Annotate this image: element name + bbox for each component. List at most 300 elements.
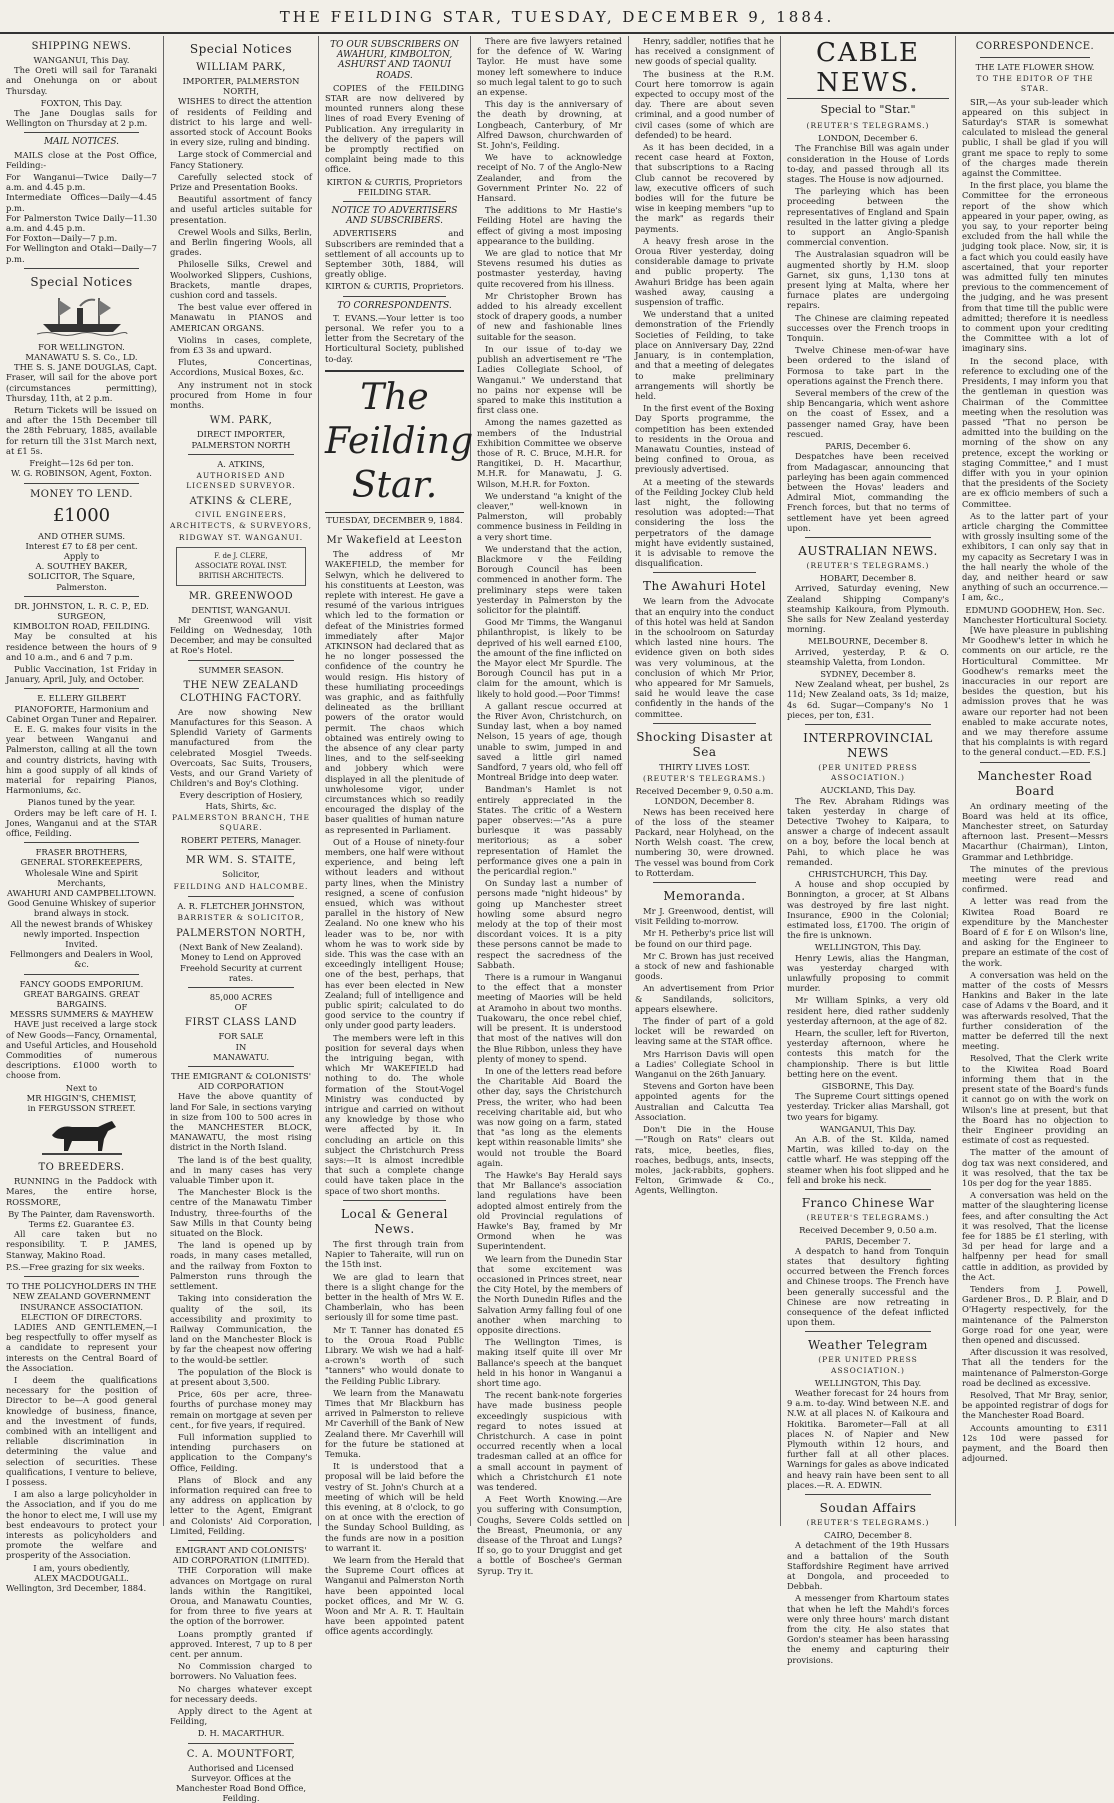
ad-text: Philoselle Silks, Crewel and Woolworked Slippers, Cushions, Brackets, mantle drapes, cushion cord and tassels. xyxy=(170,259,312,301)
disaster-heading: Shocking Disaster at Sea xyxy=(636,729,773,759)
barrister-name: A. R. FLETCHER JOHNSTON, xyxy=(177,900,305,911)
dateline: WELLINGTON, This Day. xyxy=(814,1377,922,1388)
agency-line: (PER UNITED PRESS ASSOCIATION.) xyxy=(818,762,918,783)
ad-text: The Manchester Block is the centre of the Manawatu Timber Industry, three-fourths of the Saw Mills in that County being situated on the Block. xyxy=(170,1187,312,1239)
land-heading: FIRST CLASS LAND xyxy=(185,1017,297,1029)
dateline: PARIS, December 7. xyxy=(825,1235,911,1246)
news-item: We have to acknowledge receipt of No. 7 of the Anglo-New Zealander, and from the Government Printer No. 22 of Hansard. xyxy=(477,152,622,204)
news-item: Good Mr Timms, the Wanganui philanthropist, is likely to be deprived of his well earned £100, the amount of the fine inflicted on the Mayor elect Mr Spurdle. The Borough Council has put in a claim for the amount, which is likely to hold good.—Poor Timms! xyxy=(477,617,622,699)
news-item: We understand that the action, Blackmore v the Feilding Borough Council has been commenced in another form. The preliminary steps were taken yesterday in Palmerston by the solicitor for the plaintiff. xyxy=(477,543,622,615)
corporation-name: EMIGRANT AND COLONISTS' AID CORPORATION (LIMITED). xyxy=(172,1544,310,1566)
article-text: After discussion it was resolved, That all the tenders for the maintenance of Palmerston-Gorge road be declined as excessive. xyxy=(962,1347,1108,1388)
news-item: We are glad to notice that Mr Stevens resumed his duties as postmaster yesterday, having quite recovered from his illness. xyxy=(477,248,622,289)
ad-text: Orders may be left care of H. I. Jones, Wanganui and at the STAR office, Feilding. xyxy=(6,807,157,838)
ad-text: Large stock of Commercial and Fancy Stationery. xyxy=(170,149,312,170)
article-text: A conversation was held on the matter of the slaughtering license fees, and after consulting the Act it was resolved, That the license fee for 1885 be £1 sterling, with 3d per head for large and a halfpenny per head for small cattle in addition, as provided by the Act. xyxy=(962,1190,1108,1282)
firm-name: FRASER BROTHERS, xyxy=(35,847,128,858)
ad-text: RUNNING in the Paddock with Mares, the entire horse, ROSSMORE, xyxy=(6,1176,157,1207)
ad-text: Have the above quantity of land For Sale, in sections varying in size from 100 to 500 acres in the MANCHESTER BLOCK, MANAWATU, the most rising district in the North Island. xyxy=(170,1091,312,1153)
article-text: The address of Mr WAKEFIELD, the member for Selwyn, which he delivered to his constituents at Leeston, was replete with interest. He gave a resumé of the various intrigues which led to the formation or defeat of the Ministries formed immediately after Major ATKINSON had declared that as he no longer possessed the confidence of the country he would resign. His history of these humiliating proceedings was graphic, and as faithfully delineated as the brilliant powers of the orator would permit. The chaos which obtained was entirely owing to the absence of any clear party lines, and to the self-seeking and jobbery which were displayed in all the plenitude of unwholesome vigor, under circumstances which so readily encouraged the display of the baser qualities of human nature as represented in Parliament. xyxy=(325,549,464,835)
local-news-heading: Local & General News. xyxy=(341,1206,448,1236)
agency-line: (REUTER'S TELEGRAMS.) xyxy=(806,1517,930,1527)
corporation-name: THE EMIGRANT & COLONISTS' AID CORPORATION xyxy=(170,1071,312,1092)
letter-text: In the second place, with reference to excluding one of the Presidents, I may inform you that the gentleman in question was Chairman of the Committee meeting when the resolution was passed "That no person be admitted into the building on the morning of the show on any pretence, except the working or staging Committee," and I must differ with you in your opinion that the presidents of the Society are ex officio members of such a Committee. xyxy=(962,355,1108,509)
letter-text: I deem the qualifications necessary for the position of Director to be—A good general knowledge of business, finance, and the investment of funds, combined with an intelligent and reliable discrimination in determining the value and selection of securities. These qualifications, I venture to believe, I possess. xyxy=(6,1374,157,1487)
issue-date: TUESDAY, DECEMBER 9, 1884. xyxy=(326,514,463,525)
rule xyxy=(24,596,139,597)
dateline: CHRISTCHURCH, This Day. xyxy=(808,869,928,879)
dateline: CAIRO, December 8. xyxy=(823,1530,912,1541)
letter-date: Wellington, 3rd December, 1884. xyxy=(6,1582,147,1593)
ad-text: The best value ever offered in Manawatu in PIANOS and AMERICAN ORGANS. xyxy=(170,302,312,333)
article-text: The matter of the amount of dog tax was next considered, and it was resolved, that the tax be 10s per dog for the year 1885. xyxy=(962,1147,1108,1188)
ad-text: The population of the Block is at present about 3,500. xyxy=(170,1366,312,1387)
letter-text: I am also a large policyholder in the Association, and if you do me the honor to elect me, I will use my best endeavours to protect your interests as policyholders and promote the welfare and prosperity of the Association. xyxy=(6,1489,157,1561)
surveyor-name: C. A. MOUNTFORT, xyxy=(186,1748,296,1760)
rule xyxy=(980,762,1090,763)
mail-line: For Wellington and Otaki—Daily—7 p.m. xyxy=(6,243,157,264)
news-item: We learn from the Dunedin Star that some excitement was occasioned in Princes street, near the City Hotel, by the members of the North Dunedin Rifles and the Salvation Army falling foul of one another when marching to opposite directions. xyxy=(477,1253,622,1335)
ad-text: SOLICITOR, The Square, Palmerston. xyxy=(28,571,135,592)
acres-amount: 85,000 ACRES xyxy=(209,992,273,1003)
article-text: Tenders from J. Powell, Gardener Bros., D. P. Blair, and D O'Hagerty respectively, for the maintenance of the Palmerston Gorge road for one year, were then opened and discussed. xyxy=(962,1283,1108,1345)
manager-name: ROBERT PETERS, Manager. xyxy=(180,835,302,846)
ad-text: Mr Greenwood will visit Feilding on Wednesday, 10th December, and may be consulted at Roe's Hotel. xyxy=(170,614,312,656)
soudan-heading: Soudan Affairs xyxy=(819,1500,917,1515)
rule xyxy=(188,896,294,897)
ad-text: Apply to xyxy=(63,550,100,561)
column-6 xyxy=(781,36,956,1665)
disaster-subheading: THIRTY LIVES LOST. xyxy=(659,761,750,772)
ad-text: DIRECT IMPORTER, xyxy=(196,429,286,440)
article-text: A conversation was held on the matter of the costs of Messrs Hankins and Baker in the late case of Adams v the Board, and it was afterwards resolved, That the further consideration of the matter be deferred till the next meeting. xyxy=(962,969,1108,1052)
news-item: At a meeting of the stewards of the Feilding Jockey Club held last night, the following resolution was adopted:—That considering the loss the perpetrators of the damage might have evidently sustained, it is advisable to remove the disqualification. xyxy=(635,476,774,569)
rule xyxy=(343,1200,446,1201)
ad-text: PIANOFORTE, Harmonium and Cabinet Organ Tuner and Repairer. xyxy=(6,703,157,724)
firm-name: MESSRS SUMMERS & MAYHEW xyxy=(9,1009,154,1020)
news-item: We learn from the Herald that the Supreme Court offices at Wanganui and Palmerston North have been appointed local pocket offices, and Mr W. G. Woon and Mr A. R. T. Haultain have been appointed patent office agents accordingly. xyxy=(325,1554,464,1637)
dateline: LONDON, December 6. xyxy=(818,133,918,144)
for-wellington: FOR WELLINGTON. xyxy=(38,341,125,352)
memo-item: Mr J. Greenwood, dentist, will visit Feilding to-morrow. xyxy=(635,906,774,927)
weather-heading: Weather Telegram xyxy=(808,1338,928,1353)
rule xyxy=(805,537,931,538)
rule xyxy=(805,724,931,725)
rule xyxy=(24,132,139,133)
column-4 xyxy=(471,36,629,1576)
notice-text: ADVERTISERS and Subscribers are reminded that a settlement of all accounts up to September 30th, 1884, will greatly oblige. xyxy=(325,228,464,280)
solicitor-name: A. SOUTHEY BAKER, xyxy=(35,561,128,572)
news-item: We understand that a united demonstration of the Friendly Societies of Feilding, to take place on Anniversary Day, 22nd January, is in contemplation, and that a meeting of delegates to make preliminary arrangements will shortly be held. xyxy=(635,309,774,401)
ad-text: HAVE just received a large stock of New Goods—Fancy, Ornamental, and Useful Articles, and Household Commodities of numerous descriptions. £1000 worth to choose from. xyxy=(6,1019,157,1081)
letter-text: As to the latter part of your article charging the Committee with grossly insulting some of the exhibitors, I can only say that in my capacity as Secretary I was in the hall nearly the whole of the day, and neither heard or saw anything of such an occurrence.—I am, &c., xyxy=(962,510,1108,603)
page-header xyxy=(0,0,1114,34)
memo-item: Don't Die in the House—"Rough on Rats" clears out rats, mice, beetles, flies, roaches, bedbugs, ants, insects, moles, jack-rabbits, gophers. Felton, Grimwade & Co., Agents, Wellington. xyxy=(635,1124,774,1196)
rule xyxy=(24,268,139,269)
rule xyxy=(188,1743,294,1744)
dateline: WANGANUI, This Day. xyxy=(33,55,130,65)
news-item: It is understood that a proposal will be laid before the vestry of St. John's Church at a meeting of which will be held this evening, at 8 o'clock, to go on at once with the erection of the Sunday School Building, as the funds are now in a position to warrant it. xyxy=(325,1461,464,1553)
agency-line: (REUTER'S TELEGRAMS.) xyxy=(643,774,766,783)
article-text: An ordinary meeting of the Board was held at its office, Manchester street, on Saturday afternoon last. Present—Messrs Macarthur (Chairman), Linton, Grammar and Lethbridge. xyxy=(962,800,1108,862)
rule xyxy=(24,688,139,689)
firm-name: THE NEW ZEALAND CLOTHING FACTORY. xyxy=(180,679,302,704)
news-item: The Australasian squadron will be augmented shortly by H.M. sloop Garnet, six guns, 1,130 tons at present lying at Malta, where her furnace plates are undergoing repairs. xyxy=(787,249,949,311)
news-item: We are glad to learn that there is a slight change for the better in the health of Mrs W. E. Chamberlain, who has been seriously ill for some time past. xyxy=(325,1271,464,1323)
news-item: Several members of the crew of the ship Bencangaria, which went ashore on the coast of Essex, and a passenger named Gray, have been rescued. xyxy=(787,388,949,439)
article-text: Resolved, That Mr Bray, senior, be appointed registrar of dogs for the Manchester Road Board. xyxy=(962,1389,1108,1421)
correspondence-heading: CORRESPONDENCE. xyxy=(975,41,1095,52)
article-text: A letter was read from the Kiwitea Road Board re expenditure by the Manchester Board of £ for £ on Wilson's line, and asking for the Engineer to prepare an estimate of the cost of the work. xyxy=(962,896,1108,968)
ad-text: Any instrument not in stock procured from Home in four months. xyxy=(170,379,312,411)
mail-line: For Foxton—Daily—7 p.m. xyxy=(6,233,118,244)
news-item: A messenger from Khartoum states that when he left the Mahdi's forces were only three hours' march distant from the city. He also states that Gordon's steamer has been harassing the enemy and capturing their provisions. xyxy=(787,1593,949,1665)
dateline: LONDON, December 8. xyxy=(654,796,755,807)
ad-text: RIDGWAY ST. WANGANUI. xyxy=(178,532,304,542)
ad-text: AND OTHER SUMS. xyxy=(37,530,126,541)
ad-text: Fellmongers and Dealers in Wool, &c. xyxy=(9,949,154,970)
notice-heading: NOTICE TO ADVERTISERS AND SUBSCRIBERS. xyxy=(331,206,458,227)
ad-text: in FERGUSSON STREET. xyxy=(27,1103,136,1114)
rule xyxy=(24,974,139,975)
news-item: On Sunday last a number of persons made "night hideous" by going up Manchester street howling some absurd negro melody at the top of their most discordant voices. It is a pity these persons cannot be made to respect the sacredness of the Sabbath. xyxy=(477,878,622,970)
ad-text: Plans of Block and any information required can free to any address on application by letter to the Agent, Emigrant and Colonists' Aid Corporation, Limited, Feilding. xyxy=(170,1474,312,1536)
ad-text: Next to xyxy=(65,1082,98,1093)
money-heading: MONEY TO LEND. xyxy=(30,488,133,500)
breeders-heading: TO BREEDERS. xyxy=(38,1162,125,1174)
memo-item: Mr H. Petherby's price list will be found on our third page. xyxy=(635,928,774,949)
ad-text: The land is opened up by roads, in many cases metalled, and the railway from Foxton to Palmerston runs through the settlement. xyxy=(170,1240,312,1292)
ad-text: E. E. G. makes four visits in the year between Wanganui and Palmerston, calling at all the town and country districts, having with him a good supply of all kinds of material for repairing Pianos, Harmoniums, &c. xyxy=(6,723,157,796)
ad-text: ASSOCIATE ROYAL INST. BRITISH ARCHITECTS. xyxy=(195,562,287,581)
special-line: Special to "Star." xyxy=(820,103,916,116)
article-text: Out of a House of ninety-four members, one half were without experience, and being left without leaders and without party lines, when the Ministry resigned, a scene of confusion ensued, which was without parallel in the history of New Zealand. No one knew who his leader was to be, nor with whom he was to work side by side. This was the case with an exceedingly intelligent House; one of the best, perhaps, that has ever been elected in New Zealand; full of intelligence and public spirit; calculated to do good service to the country if only under good party leaders. xyxy=(325,836,464,1031)
ad-text: AWAHURI AND CAMPBELLTOWN. Good Genuine Whiskey of superior brand always in stock. xyxy=(6,888,157,919)
dateline: AUCKLAND, This Day. xyxy=(820,785,916,796)
notice-text: T. EVANS.—Your letter is too personal. We refer you to a letter from the Secretary of the Horticultural Society, published to-day. xyxy=(325,312,464,364)
policy-heading: TO THE POLICYHOLDERS IN THE NEW ZEALAND GOVERNMENT INSURANCE ASSOCIATION. xyxy=(6,1281,157,1312)
ad-text: THE S. S. JANE DOUGLAS, Capt. Fraser, will sail for the above port (circumstances permitting), Thursday, 11th, at 2 p.m. xyxy=(6,362,157,403)
steamship-illustration xyxy=(37,294,127,338)
news-item: An A.B. of the St. Kilda, named Martin, was killed to-day on the cattle wharf. He was stepping off the steamer when his foot slipped and he fell and broke his neck. xyxy=(787,1134,949,1185)
surveyor-name: A. ATKINS, xyxy=(217,458,265,469)
news-item: In one of the letters read before the Charitable Aid Board the other day, says the Christchurch Press, the writer, who had been receiving charitable aid, but who was now going on a farm, stated that "as long as the elements kept within reasonable limits" she would not trouble the Board again. xyxy=(477,1065,622,1168)
article-text: News has been received here of the loss of the steamer Packard, near Holyhead, on the North Welsh coast. The crew, numbering 30, were drowned. The vessel was bound from Cork to Rotterdam. xyxy=(635,806,774,878)
emporium-name: FANCY GOODS EMPORIUM. xyxy=(19,978,144,989)
dateline: FOXTON, This Day. xyxy=(40,97,123,108)
memo-item: Mrs Harrison Davis will open a Ladies' Collegiate School in Wanganui on the 26th January. xyxy=(635,1048,774,1080)
dateline: GISBORNE, This Day. xyxy=(821,1081,915,1092)
article-text: The minutes of the previous meeting were read and confirmed. xyxy=(962,863,1108,895)
agency-line: (REUTER'S TELEGRAMS.) xyxy=(806,121,930,130)
road-board-heading: Manchester Road Board xyxy=(977,768,1093,798)
rule xyxy=(188,454,294,455)
ad-text: Crewel Wools and Silks, Berlin, and Berlin fingering Wools, all grades. xyxy=(170,226,312,258)
news-item: A detachment of the 19th Hussars and a battalion of the South Staffordshire Regiment have arrived at Dongola, and proceeded to Debbah. xyxy=(787,1540,949,1592)
news-item: Hearn, the sculler, left for Riverton, yesterday afternoon, where he contests this match for the championship. There is but little betting here on the event. xyxy=(787,1028,949,1079)
column-5 xyxy=(629,36,781,1526)
rule xyxy=(805,1331,931,1332)
ad-text: PALMERSTON BRANCH, THE SQUARE. xyxy=(172,812,310,832)
news-item: Among the names gazetted as members of the Industrial Exhibition Committee we observe those of R. C. Bruce, M.H.R. for Rangitikei, D. H. Macarthur, M.H.R. for Manawatu, J. G. Wilson, M.H.R. for Foxton. xyxy=(477,417,622,489)
news-item: We learn from the Manawatu Times that Mr Blackburn has arrived in Palmerston to relieve Mr Caverhill of the Bank of New Zealand there. Mr Caverhill will for the future be stationed at Temuka. xyxy=(325,1387,464,1459)
letter-closing: I am, yours obediently, xyxy=(33,1562,130,1573)
news-item: This day is the anniversary of the death by drowning, at Longbeach, Canterbury, of Mr Alfred Dawson, churchwarden of St. John's, Feilding. xyxy=(477,99,622,151)
ad-text: (Next Bank of New Zealand). xyxy=(179,942,303,953)
ad-text: BARRISTER & SOLICITOR, xyxy=(177,913,305,922)
ad-text: Price, 60s per acre, three-fourths of purchase money may remain on mortgage at seven per cent., for five years, if required. xyxy=(170,1389,312,1430)
memoranda-heading: Memoranda. xyxy=(663,889,746,904)
column-2 xyxy=(164,36,319,1803)
firm-name: WM. PARK, xyxy=(209,415,273,427)
article-text: Resolved, That the Clerk write to the Kiwitea Road Board informing them that in the present state of the Board's funds it cannot go on with the work on Wilson's line at present, but that the Board has no objection to their Engineer providing an estimate of cost as requested. xyxy=(962,1053,1108,1146)
news-item: The recent bank-note forgeries have made business people exceedingly suspicious with regard to notes issued at Christchurch. A case in point occurred recently when a local tradesman called at an office for a small account in payment of which a Christchurch £1 note was tendered. xyxy=(477,1390,622,1493)
agent-name: D. H. MACARTHUR. xyxy=(197,1728,285,1739)
ad-text: KIMBOLTON ROAD, FEILDING. xyxy=(13,621,150,632)
ad-text: Return Tickets will be issued on and after the 15th December till the 28th February, 1885, available for return till the 31st March next, at £1 5s. xyxy=(6,405,157,456)
letter-heading: THE LATE FLOWER SHOW. xyxy=(975,62,1095,72)
rule xyxy=(653,882,756,883)
article-text: The members were left in this position for several days when the intriguing began, with which Mr WAKEFIELD had nothing to do. The whole formation of the Stout-Vogel Ministry was conducted by intrigue and carried on without any knowledge by those who were affected by it. In concluding an article on this subject the Christchurch Press says:—It is almost incredible that such a complete change could have taken place in the space of two short months. xyxy=(325,1032,464,1196)
mail-line: MAILS close at the Post Office, Feilding:- xyxy=(6,149,157,170)
ad-text: Full information supplied to intending purchasers on application to the Company's Office, Feilding. xyxy=(170,1431,312,1473)
news-item: Bandman's Hamlet is not entirely appreciated in the States. The critic of a Western paper observes:—"As a pure burlesque it was passably meritorious; as a sober representation of Hamlet the performance gives one a pain in the pericardial region." xyxy=(477,784,622,877)
ad-text: WISHES to direct the attention of residents of Feilding and district to his large and well-assorted stock of Account Books in every size, ruling and binding. xyxy=(170,96,312,148)
letter-text: SIR,—As your sub-leader which appeared on this subject in Saturday's STAR is somewhat calculated to mislead the general public, I shall be glad if you will grant me space to reply to some of the charges made therein against the Committee. xyxy=(962,96,1108,179)
news-item: The Hawke's Bay Herald says that Mr Ballance's association land regulations have been adopted almost entirely from the old Provincial regulations of Hawke's Bay, framed by Mr Ormond when he was Superintendent. xyxy=(477,1169,622,1252)
rule xyxy=(653,572,756,573)
election-heading: ELECTION OF DIRECTORS. xyxy=(21,1311,142,1322)
news-item: The additions to Mr Hastie's Feilding Hotel are having the effect of giving a most imposing appearance to the building. xyxy=(477,205,622,246)
ad-text: Are now showing New Manufactures for this Season. A Splendid Variety of Garments manufactured from the celebrated Mosgiel Tweeds. Overcoats, Sac Suits, Trousers, Vests, and our Grand Variety of Children's and Boy's Clothing. xyxy=(170,706,312,789)
news-item: Twelve Chinese men-of-war have been ordered to the island of Formosa to take part in the operations against the French there. xyxy=(787,345,949,386)
ad-text: All the newest brands of Whiskey newly imported. Inspection Invited. xyxy=(10,918,153,950)
agency-line: (REUTER'S TELEGRAMS.) xyxy=(806,560,930,570)
dateline: WANGANUI, This Day. xyxy=(820,1123,916,1134)
news-item: Henry, saddler, notifies that he has received a consignment of new goods of special quality. xyxy=(635,36,774,67)
proprietors: KIRTON & CURTIS, Proprietors FEILDING STAR. xyxy=(326,176,463,197)
dateline: WELLINGTON, This Day. xyxy=(814,942,922,953)
letter-text: In the first place, you blame the Committee for the erroneous report of the show which appeared in your paper, owing, as you say, to your reporter being excluded from the hall while the judging took place. Now, sir, it is a fact which you could easily have ascertained, that your reporter was admitted fully ten minutes previous to the commencement of the judging, and he was present from that time till the public were admitted; therefore it is needless to comment upon your crediting the Committee with a lot of imaginary sins. xyxy=(962,180,1108,354)
letter-signature: ALEX MACDOUGALL. xyxy=(34,1572,129,1583)
dentist-name: MR. GREENWOOD xyxy=(188,590,294,602)
rule xyxy=(24,842,139,843)
news-item: Arrived, Saturday evening, New Zealand Shipping Company's steamship Kaikoura, from Plymouth. She sails for New Zealand yesterday morning. xyxy=(787,583,949,635)
received-line: Received December 9, 0.50 a.m. xyxy=(635,786,774,797)
rule xyxy=(24,1276,139,1277)
mail-heading: MAIL NOTICES. xyxy=(43,137,120,148)
solicitor-name: MR WM. S. STAITE, xyxy=(185,855,297,867)
dateline: MELBOURNE, December 8. xyxy=(808,636,928,647)
awahuri-heading: The Awahuri Hotel xyxy=(643,579,766,594)
proprietors: KIRTON & CURTIS, Proprietors. xyxy=(325,281,464,292)
company-name: MANAWATU S. S. Co., LD. xyxy=(25,352,138,363)
summer-heading: SUMMER SEASON. xyxy=(198,664,284,675)
ship-notice: The Oreti will sail for Taranaki and Onehunga on or about Thursday. xyxy=(6,65,157,96)
special-notices-heading: Special Notices xyxy=(189,42,293,56)
ad-text: OF xyxy=(234,1002,248,1013)
ad-text: MR HIGGIN'S, CHEMIST, xyxy=(26,1092,137,1103)
ad-text: Pianos tuned by the year. xyxy=(27,797,136,808)
ad-text: Carefully selected stock of Prize and Presentation Books. xyxy=(170,171,312,193)
memo-item: The finder of part of a gold locket will be rewarded on leaving same at the STAR office. xyxy=(635,1016,774,1047)
special-notices-heading: Special Notices xyxy=(30,274,133,289)
news-item: We understand "a knight of the cleaver," well-known in Palmerston, will probably commence business in Feilding in a very short time. xyxy=(477,490,622,542)
firm-name: WILLIAM PARK, xyxy=(196,62,286,73)
ship-notice: The Jane Douglas sails for Wellington on Thursday at 2 p.m. xyxy=(6,108,157,129)
agent-name: W. G. ROBINSON, Agent, Foxton. xyxy=(11,468,152,479)
newspaper-title: THE FEILDING STAR, TUESDAY, DECEMBER 9, 1884. xyxy=(279,8,835,26)
ad-text: Public Vaccination, 1st Friday in January, April, July, and October. xyxy=(6,663,157,685)
cable-news-heading: CABLE NEWS. xyxy=(787,38,949,99)
rule xyxy=(188,849,294,850)
mail-line: For Wanganui—Twice Daily—7 a.m. and 4.45 p.m. xyxy=(6,172,157,193)
agency-line: (PER UNITED PRESS ASSOCIATION.) xyxy=(818,1355,918,1375)
horse-illustration xyxy=(42,1117,122,1157)
ad-text: CIVIL ENGINEERS, ARCHITECTS, & SURVEYORS, xyxy=(170,510,312,530)
news-item: There are five lawyers retained for the defence of W. Waring Taylor. He must have some money left somewhere to induce so much legal talent to go to such an expense. xyxy=(477,36,622,98)
clere-box xyxy=(176,547,306,586)
ad-text: Flutes, Concertinas, Accordions, Musical Boxes, &c. xyxy=(170,357,312,378)
mail-line: For Palmerston Twice Daily—11.30 a.m. and 4.45 p.m. xyxy=(6,212,157,234)
australian-news-heading: AUSTRALIAN NEWS. xyxy=(798,543,938,558)
rule xyxy=(188,987,294,988)
memo-item: Stevens and Gorton have been appointed agents for the Australian and Calcutta Tea Association. xyxy=(635,1081,774,1122)
ad-text: The land is of the best quality, and in many cases has very valuable Timber upon it. xyxy=(170,1154,312,1186)
ad-text: GREAT BARGAINS. GREAT BARGAINS. xyxy=(23,988,140,1010)
ad-text: P.S.—Free grazing for six weeks. xyxy=(6,1261,145,1272)
ad-text: Terms £2. Guarantee £3. xyxy=(28,1219,135,1230)
ad-text: Authorised and Licensed Surveyor. Offices at the Manchester Road Bond Office, Feilding. xyxy=(175,1762,307,1803)
money-amount: £1000 xyxy=(52,504,111,526)
news-item: The Supreme Court sittings opened yesterday. Tricker alias Marshall, got two years for bigamy. xyxy=(787,1091,949,1122)
editor-note: [We have pleasure in publishing Mr Goodhew's letter in which he comments on our article, re the Horticultural Committee. Mr Goodhew's remarks meet the inaccuracies in our report are besides the question, but his admission proves that he was aware our reporter had not been enabled to make accurate notes, and we may therefore assume that his complaints is with regard to the general conduct.—ED. F.S.] xyxy=(962,624,1108,758)
ad-text: Solicitor, xyxy=(222,869,260,880)
letter-signature: EDMUND GOODHEW, Hon. Sec. Manchester Horticultural Society. xyxy=(962,604,1108,625)
ad-text: THE Corporation will make advances on Mortgage on rural lands within the Rangitikei, Oroua, and Manawatu Counties, for from three to five years at the option of the borrower. xyxy=(170,1565,312,1627)
franco-chinese-heading: Franco Chinese War xyxy=(801,1196,935,1211)
tuner-name: E. ELLERY GILBERT xyxy=(37,693,126,704)
news-item: Mr Christopher Brown has added to his already excellent stock of drapery goods, a number of new and fashionable lines suitable for the season. xyxy=(477,290,622,342)
column-3 xyxy=(319,36,474,1637)
ad-text: Violins in cases, complete, from £3 3s and upward. xyxy=(170,334,312,356)
news-item: The Chinese are claiming repeated successes over the French troops in Tonquin. xyxy=(787,312,949,344)
news-item: There is a rumour in Wanganui to the effect that a monster meeting of Maories will be held at Aramoho in about two months. Tuakowaru, the once rebel chief, will be present. It is understood that most of the natives will don the Blue Ribbon, unless they have plenty of money to spend. xyxy=(477,972,622,1064)
ad-text: No charges whatever except for necessary deeds. xyxy=(170,1683,312,1704)
ad-text: FOR SALE xyxy=(218,1031,264,1042)
ad-text: May be consulted at his residence between the hours of 9 and 10 a.m., and 6 and 7 p.m. xyxy=(6,631,157,662)
dateline: SYDNEY, December 8. xyxy=(820,668,916,679)
news-item: A house and shop occupied by Bonnington, a grocer, at St Albans was destroyed by fire last night. Insurance, £900 in the Colonial; estimated loss, £1700. The origin of the fire is unknown. xyxy=(787,879,949,941)
ad-text: Interest £7 to £8 per cent. xyxy=(25,540,138,551)
ad-text: All care taken but no responsibility. T. P. JAMES, Stanway, Makino Road. xyxy=(6,1229,157,1260)
masthead: The Feilding Star. xyxy=(325,370,464,513)
ad-text: FEILDING AND HALCOMBE. xyxy=(173,881,309,891)
news-item: A heavy fresh arose in the Oroua River yesterday, doing considerable damage to private and public property. The Awahuri Bridge has been again washed away, causing a suspension of traffic. xyxy=(635,235,774,308)
news-item: In our issue of to-day we publish an advertisement re "The Ladies Collegiate School, of Wanganui." We understand that no pains nor expense will be spared to make this institution a first class one. xyxy=(477,343,622,416)
memo-item: An advertisement from Prior & Sandilands, solicitors, appears elsewhere. xyxy=(635,983,774,1014)
news-item: The first through train from Napier to Taheraite, will run on the 15th inst. xyxy=(325,1238,464,1270)
article-text: Accounts amounting to £311 12s 10d were passed for payment, and the Board then adjourned. xyxy=(962,1422,1108,1464)
rule xyxy=(343,529,446,530)
leader-heading: Mr Wakefield at Leeston xyxy=(326,535,463,547)
news-item: In the first event of the Boxing Day Sports programme, the competition has been extended to residents in the Oroua and Manawatu Counties, instead of being confined to Oroua, as previously advertised. xyxy=(635,403,774,475)
news-item: The Wellington Times, is making itself quite ill over Mr Ballance's speech at the banquet held in his honor in Wanganui a short time ago. xyxy=(477,1337,622,1388)
memo-item: Mr C. Brown has just received a stock of new and fashionable goods. xyxy=(635,950,774,982)
architect-name: F. de J. CLERE, xyxy=(214,551,268,560)
article-text: We learn from the Advocate that an enquiry into the conduct of this hotel was held at Sandon in the schoolroom on Saturday which lasted nine hours. The evidence given on both sides was very voluminous, at the conclusion of which Mr Prior, who appeared for Mr Samuels, said he would leave the case confidently in the hands of the committee. xyxy=(635,596,774,719)
shipping-heading: SHIPPING NEWS. xyxy=(31,41,132,52)
news-item: New Zealand wheat, per bushel, 2s 11d; New Zealand oats, 3s 1d; maize, 4s 6d. Sugar—Company's No 1 pieces, per ton, £31. xyxy=(787,679,949,720)
rule xyxy=(24,483,139,484)
news-item: Mr William Spinks, a very old resident here, died rather suddenly yesterday afternoon, at the age of 82. xyxy=(787,995,949,1026)
doctor-name: DR. JOHNSTON, L. R. C. P., ED. SURGEON, xyxy=(14,600,149,621)
ad-text: By The Painter, dam Ravensworth. xyxy=(8,1208,155,1219)
notice-text: COPIES of the FEILDING STAR are now delivered by mounted runners along these lines of road Every Evening of Publication. Any irregularity in the delivery of the papers will be promptly rectified on complaint being made to this office. xyxy=(325,82,464,175)
news-item: The Franchise Bill was again under consideration in the House of Lords to-day, and passed through all its stages. The House is now adjourned. xyxy=(787,143,949,185)
rule xyxy=(188,1066,294,1067)
column-7 xyxy=(956,36,1114,1526)
dateline: HOBART, December 8. xyxy=(819,573,917,584)
subscribers-heading: TO OUR SUBSCRIBERS ON AWAHURI, KIMBOLTON, ASHURST AND TAONUI ROADS. xyxy=(330,40,459,81)
news-item: Despatches have been received from Madagascar, announcing that parleying has been again commenced between the Hovas' leaders and Admiral Miot, commanding the French forces, but that no terms of settlement have yet been agreed upon. xyxy=(787,451,949,533)
news-item: The business at the R.M. Court here tomorrow is again expected to occupy most of the day. There are about seven criminal, and a good number of civil cases (some of which are defended) to be heard. xyxy=(635,68,774,140)
ad-text: IN xyxy=(235,1041,247,1052)
rule xyxy=(653,723,756,724)
news-item: A despatch to hand from Tonquin states that desultory fighting occurred between the French forces and Chinese troops. The French have been generally successful and the Chinese are now retreating in consequence of the defeat inflicted upon them. xyxy=(787,1245,949,1328)
news-item: Mr T. Tanner has donated £5 to the Oroua Road Public Library. We wish we had a half-a-crown's worth of such "tanners" who would donate to the Feilding Public Library. xyxy=(325,1324,464,1386)
rule xyxy=(805,1189,931,1190)
ad-text: No Commission charged to borrowers. No Valuation fees. xyxy=(170,1661,312,1682)
ad-text: Money to Lend on Approved Freehold Security at current rates. xyxy=(180,952,302,983)
rule xyxy=(805,1494,931,1495)
ad-text: Every description of Hosiery, Hats, Shirts, &c. xyxy=(179,790,303,811)
rule xyxy=(343,201,446,202)
dateline: PARIS, December 6. xyxy=(825,441,911,452)
news-item: Henry Lewis, alias the Hangman, was yesterday charged with unlawfully proposing to commit murder. xyxy=(787,952,949,994)
news-item: A gallant rescue occurred at the River Avon, Christchurch, on Sunday last, when a boy named Nelson, 15 years of age, though unable to swim, jumped in and saved a little girl named Sandford, 7 years old, who fell off Montreal Bridge into deep water. xyxy=(477,700,622,783)
rule xyxy=(188,1540,294,1541)
correspondents-heading: TO CORRESPONDENTS. xyxy=(337,300,452,311)
news-item: Weather forecast for 24 hours from 9 a.m. to-day. Wind between N.E. and N.W. at all places N. of Kaikoura and Hokitika. Barometer—Fall at all places N. of Napier and New Plymouth within 12 hours, and further fall at all other places. Warnings for gales as above indicated and heavy rain have been sent to all places.—R. A. EDWIN. xyxy=(787,1387,949,1490)
mail-line: Intermediate Offices—Daily—4.45 p.m. xyxy=(6,192,157,213)
ad-text: PALMERSTON NORTH, xyxy=(176,928,306,940)
ad-text: IMPORTER, PALMERSTON NORTH, xyxy=(182,76,300,97)
ad-text: PALMERSTON NORTH xyxy=(191,439,291,450)
ad-text: Loans promptly granted if approved. Interest, 7 up to 8 per cent. per annum. xyxy=(170,1628,312,1659)
ad-text: Freight—12s 6d per ton. xyxy=(29,458,134,469)
news-item: Arrived, yesterday, P. & O. steamship Valetta, from London. xyxy=(787,646,949,667)
received-line: Received December 9, 0.50 a.m. xyxy=(799,1225,937,1236)
news-item: As it has been decided, in a recent case heard at Foxton, that subscriptions to a Racing Club cannot be recovered by law, executive officers of such bodies will for the future be wise in keeping members "up to the mark" as regards their payments. xyxy=(635,142,774,234)
rule xyxy=(188,660,294,661)
ad-text: GENERAL STOREKEEPERS, Wholesale Wine and Spirit Merchants, xyxy=(20,857,143,888)
ad-text: Taking into consideration the quality of the soil, its accessibility and proximity to Railway Communication, the land on the Manchester Block is by far the cheapest now offering to the would-be settler. xyxy=(170,1293,312,1365)
rule xyxy=(343,296,446,297)
interprovincial-heading: INTERPROVINCIAL NEWS xyxy=(803,730,933,760)
agency-line: (REUTER'S TELEGRAMS.) xyxy=(806,1213,930,1223)
ad-text: DENTIST, WANGANUI. xyxy=(191,604,291,615)
firm-name: ATKINS & CLERE, xyxy=(189,496,293,508)
ad-text: Beautiful assortment of fancy and useful articles suitable for presentation. xyxy=(170,194,312,225)
news-item: The parleying which has been proceeding between the representatives of England and Spain resulted in the latter giving a pledge to support an Anglo-Spanish commercial convention. xyxy=(787,186,949,248)
ad-text: MANAWATU. xyxy=(213,1051,269,1062)
ad-text: AUTHORISED AND LICENSED SURVEYOR. xyxy=(186,470,296,491)
ad-text: Apply direct to the Agent at Feilding, xyxy=(170,1706,312,1727)
to-editor-line: TO THE EDITOR OF THE STAR. xyxy=(976,74,1094,94)
news-item: A Feet Worth Knowing.—Are you suffering with Consumption, Coughs, Severe Colds settled on the Breast, Pneumonia, or any disease of the Throat and Lungs? If so, go to your Druggist and get a bottle of Boschee's German Syrup. Try it. xyxy=(477,1494,622,1576)
news-item: The Rev. Abraham Ridings was taken yesterday in charge of Detective Twohey to Kaipara, to answer a charge of indecent assault on a boy, before the local bench at Pahi, to which place he was remanded. xyxy=(787,795,949,867)
